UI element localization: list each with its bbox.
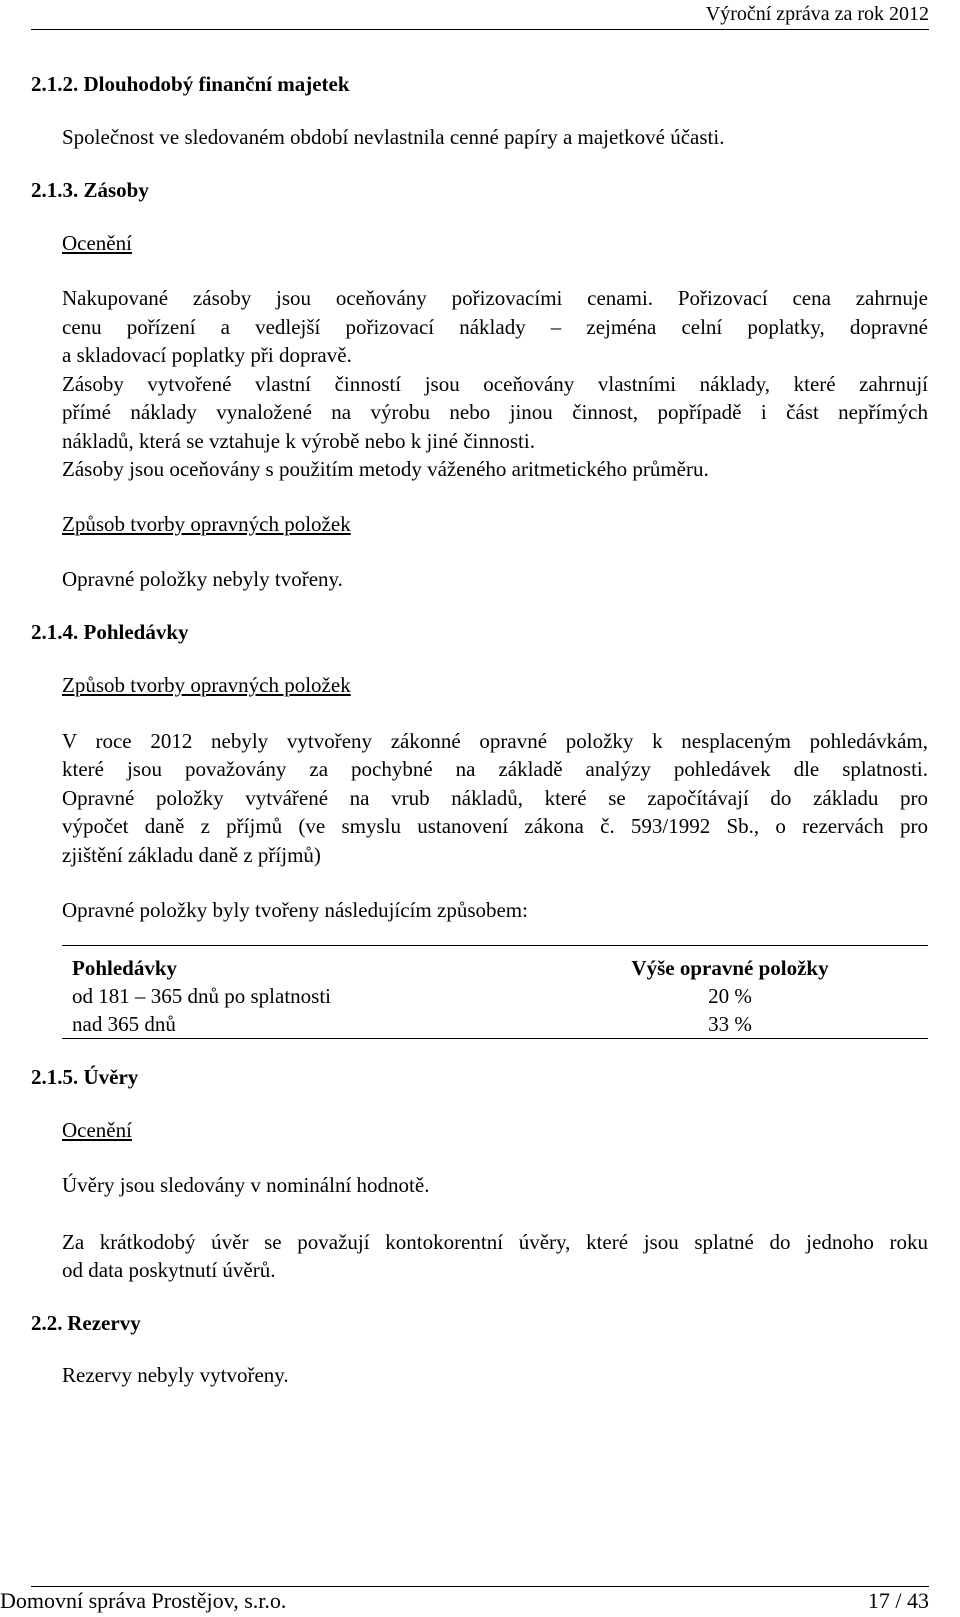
section-heading-2-1-3 — [31, 176, 149, 205]
subheading-oceneni: Ocenění — [62, 231, 132, 255]
table-rule-top — [62, 945, 928, 946]
section-heading-2-1-2 — [31, 70, 350, 99]
section-number: 2.1.4. — [31, 620, 79, 644]
section-number: 2.1.5. — [31, 1065, 79, 1089]
subheading-oceneni: Ocenění — [62, 1118, 132, 1142]
section-heading-2-1-4 — [31, 618, 189, 647]
paragraph-line: nákladů, která se vztahuje k výrobě nebo k jiné činnosti. — [62, 429, 535, 453]
table-header-vyse: Výše opravné položky — [631, 956, 829, 980]
paragraph-line: Zásoby jsou oceňovány s použitím metody váženého aritmetického průměru. — [62, 457, 709, 481]
paragraph: Rezervy nebyly vytvořeny. — [62, 1363, 289, 1387]
table-cell: od 181 – 365 dnů po splatnosti — [72, 984, 332, 1008]
paragraph-line: které jsou považovány za pochybné na základě analýzy pohledávek dle splatnosti. — [62, 757, 928, 781]
paragraph: Opravné položky byly tvořeny následujícím způsobem: — [62, 898, 528, 922]
paragraph: Opravné položky nebyly tvořeny. — [62, 567, 343, 591]
table-header-pohledavky: Pohledávky — [72, 956, 178, 980]
section-heading-2-2 — [31, 1309, 141, 1338]
table-cell: 33 % — [708, 1012, 752, 1036]
paragraph-line: výpočet daně z příjmů (ve smyslu ustanovení zákona č. 593/1992 Sb., o rezervách pro — [62, 814, 928, 838]
section-heading-2-1-5 — [31, 1063, 138, 1092]
section-title: Úvěry — [83, 1065, 139, 1089]
paragraph-line: V roce 2012 nebyly vytvořeny zákonné opravné položky k nesplaceným pohledávkám, — [62, 729, 928, 753]
paragraph-line: zjištění základu daně z příjmů) — [62, 843, 321, 867]
section-title: Zásoby — [83, 178, 149, 202]
paragraph-line: cenu pořízení a vedlejší pořizovací náklady – zejména celní poplatky, dopravné — [62, 315, 928, 339]
section-number: 2.2. — [31, 1311, 63, 1335]
paragraph: Společnost ve sledovaném období nevlastnila cenné papíry a majetkové účasti. — [62, 125, 725, 149]
page-header-title: Výroční zpráva za rok 2012 — [705, 3, 929, 25]
paragraph: Úvěry jsou sledovány v nominální hodnotě. — [62, 1173, 430, 1197]
paragraph-line: Za krátkodobý úvěr se považují kontokorentní úvěry, které jsou splatné do jednoho roku — [62, 1230, 928, 1254]
subheading-zpusob-tvorby: Způsob tvorby opravných položek — [62, 512, 351, 536]
section-title: Dlouhodobý finanční majetek — [83, 72, 350, 96]
paragraph-line: Opravné položky vytvářené na vrub nákladů, které se započítávají do základu pro — [62, 786, 928, 810]
paragraph-line: od data poskytnutí úvěrů. — [62, 1258, 276, 1282]
section-number: 2.1.3. — [31, 178, 79, 202]
section-number: 2.1.2. — [31, 72, 79, 96]
paragraph-line: přímé náklady vynaložené na výrobu nebo jinou činnost, popřípadě i část nepřímých — [62, 400, 928, 424]
paragraph-line: Nakupované zásoby jsou oceňovány pořizovacími cenami. Pořizovací cena zahrnuje — [62, 286, 928, 310]
table-cell: nad 365 dnů — [72, 1012, 176, 1036]
header-rule — [31, 29, 929, 30]
paragraph-line: a skladovací poplatky při dopravě. — [62, 343, 352, 367]
paragraph-line: Zásoby vytvořené vlastní činností jsou oceňovány vlastními náklady, které zahrnují — [62, 372, 928, 396]
section-title: Pohledávky — [83, 620, 189, 644]
subheading-zpusob-tvorby: Způsob tvorby opravných položek — [62, 673, 351, 697]
section-title: Rezervy — [67, 1311, 141, 1335]
table-rule-bottom — [62, 1038, 928, 1039]
footer-company: Domovní správa Prostějov, s.r.o. — [0, 1588, 287, 1613]
page-number: 17 / 43 — [867, 1588, 929, 1613]
table-cell: 20 % — [708, 984, 752, 1008]
